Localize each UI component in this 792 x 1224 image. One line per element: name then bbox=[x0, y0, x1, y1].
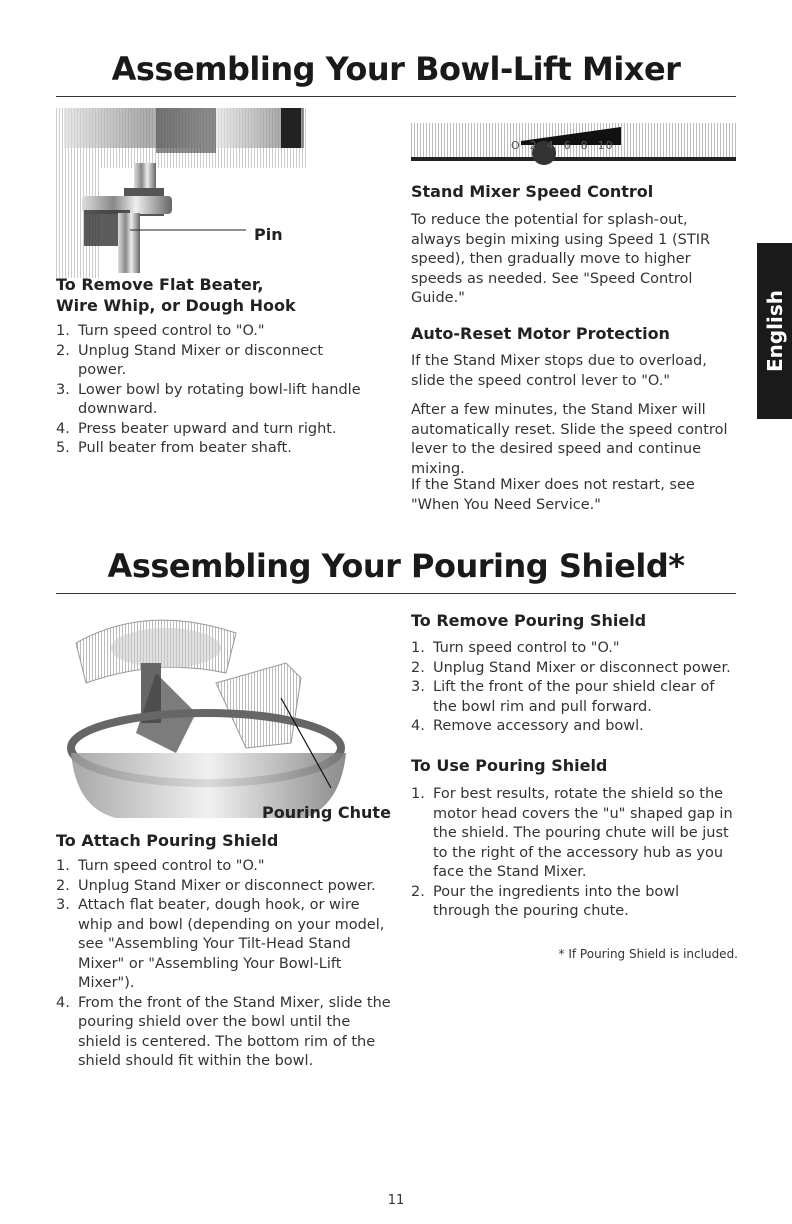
step-text: Lift the front of the pour shield clear of the bowl rim and pull forward. bbox=[433, 679, 715, 715]
speed-control-heading: Stand Mixer Speed Control bbox=[411, 182, 654, 201]
remove-beater-steps bbox=[56, 322, 366, 459]
language-tab bbox=[757, 243, 792, 419]
step-text: Turn speed control to "O." bbox=[78, 323, 265, 339]
step-text: Unplug Stand Mixer or disconnect power. bbox=[433, 659, 731, 676]
list-item bbox=[56, 896, 391, 994]
title-rule bbox=[56, 593, 736, 594]
remove-shield-steps bbox=[411, 639, 738, 737]
step-number: 4. bbox=[56, 420, 70, 437]
use-shield-heading: To Use Pouring Shield bbox=[411, 756, 608, 775]
auto-reset-text-1: If the Stand Mixer stops due to overload, slide the speed control lever to "O." bbox=[411, 353, 707, 389]
list-item bbox=[411, 785, 738, 883]
list-item bbox=[411, 639, 738, 659]
step-text: From the front of the Stand Mixer, slide the pouring shield over the bowl until the shield is centered. The bottom rim of the shield should fit within the bowl. bbox=[78, 994, 391, 1069]
language-tab-label: English bbox=[762, 289, 787, 373]
step-text: Press beater upward and turn right. bbox=[78, 420, 337, 437]
step-number: 4. bbox=[411, 718, 425, 734]
remove-beater-heading bbox=[56, 274, 356, 316]
step-text: Pull beater from beater shaft. bbox=[78, 440, 292, 456]
step-number: 2. bbox=[411, 659, 425, 676]
list-item bbox=[56, 439, 366, 459]
list-item bbox=[56, 420, 366, 440]
list-item bbox=[56, 994, 391, 1072]
step-number: 1. bbox=[411, 640, 425, 656]
list-item bbox=[56, 857, 391, 877]
list-item bbox=[411, 717, 738, 737]
step-number: 1. bbox=[56, 858, 70, 874]
remove-beater-heading-line2: Wire Whip, or Dough Hook bbox=[56, 296, 296, 315]
attach-shield-heading: To Attach Pouring Shield bbox=[56, 831, 279, 850]
list-item bbox=[56, 381, 366, 420]
use-shield-steps bbox=[411, 785, 738, 922]
auto-reset-heading: Auto-Reset Motor Protection bbox=[411, 324, 670, 343]
step-text: Turn speed control to "O." bbox=[78, 858, 265, 874]
step-text: Lower bowl by rotating bowl-lift handle downward. bbox=[78, 381, 361, 417]
section-title-bowl-lift: Assembling Your Bowl-Lift Mixer bbox=[111, 50, 681, 88]
attach-shield-steps bbox=[56, 857, 391, 1072]
list-item bbox=[411, 659, 738, 679]
step-number: 3. bbox=[411, 679, 425, 695]
step-number: 1. bbox=[56, 323, 70, 339]
step-text: For best results, rotate the shield so the motor head covers the "u" shaped gap in the shield. The pouring chute will be just to the right of the accessory hub as you face the Stand Mixer. bbox=[433, 786, 733, 880]
pouring-shield-illustration bbox=[56, 603, 366, 818]
step-number: 4. bbox=[56, 994, 70, 1011]
step-number: 3. bbox=[56, 897, 70, 913]
auto-reset-text-2: After a few minutes, the Stand Mixer will automatically reset. Slide the speed control lever to the desired speed and continue mixing. bbox=[411, 402, 728, 477]
pouring-chute-label: Pouring Chute bbox=[262, 803, 391, 822]
page-number: 11 bbox=[387, 1193, 405, 1208]
speed-control-text: To reduce the potential for splash-out, always begin mixing using Speed 1 (STIR speed), then gradually move to higher speeds as needed. See "Speed Control Guide." bbox=[411, 212, 711, 306]
step-text: Remove accessory and bowl. bbox=[433, 718, 644, 734]
section-title-pouring-shield: Assembling Your Pouring Shield* bbox=[107, 547, 685, 585]
speed-scale: O 2 4 6 8 10 bbox=[511, 139, 614, 152]
list-item bbox=[56, 342, 366, 381]
beater-shaft-illustration bbox=[56, 108, 306, 278]
auto-reset-text-3: If the Stand Mixer does not restart, see "When You Need Service." bbox=[411, 477, 695, 513]
footnote: * If Pouring Shield is included. bbox=[558, 947, 738, 961]
step-number: 3. bbox=[56, 381, 70, 398]
remove-beater-heading-line1: To Remove Flat Beater, bbox=[56, 275, 264, 294]
step-number: 2. bbox=[56, 877, 70, 894]
title-rule bbox=[56, 96, 736, 97]
step-text: Pour the ingredients into the bowl through the pouring chute. bbox=[433, 883, 680, 919]
list-item bbox=[411, 883, 738, 922]
step-text: Turn speed control to "O." bbox=[433, 640, 620, 656]
pin-label: Pin bbox=[254, 225, 283, 244]
step-number: 2. bbox=[56, 342, 70, 359]
remove-shield-heading: To Remove Pouring Shield bbox=[411, 611, 647, 630]
step-number: 1. bbox=[411, 786, 425, 802]
step-text: Unplug Stand Mixer or disconnect power. bbox=[78, 877, 376, 894]
step-text: Attach flat beater, dough hook, or wire whip and bowl (depending on your model, see "Assembling Your Tilt-Head Stand Mixer" or "Assembling Your Bowl-Lift Mixer"). bbox=[78, 897, 385, 991]
speed-control-illustration bbox=[411, 123, 736, 178]
step-number: 5. bbox=[56, 440, 70, 456]
step-text: Unplug Stand Mixer or disconnect power. bbox=[78, 342, 324, 378]
list-item bbox=[411, 678, 738, 717]
list-item bbox=[56, 877, 391, 897]
step-number: 2. bbox=[411, 883, 425, 900]
list-item bbox=[56, 322, 366, 342]
